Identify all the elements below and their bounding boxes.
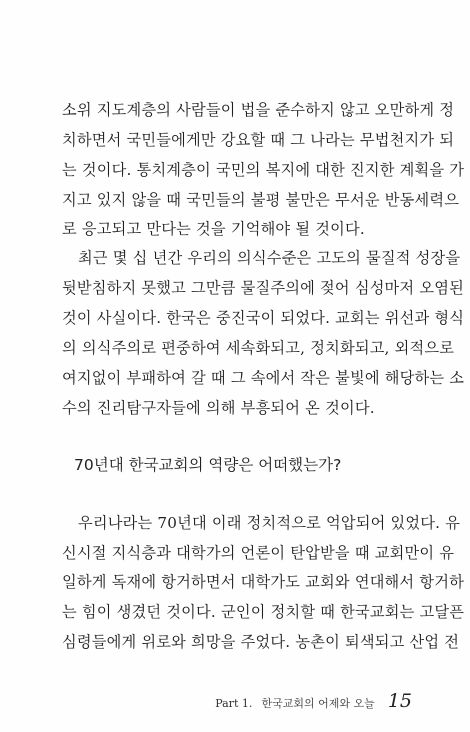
paragraph-2-line: 뒷받침하지 못했고 그만큼 물질주의에 젖어 심성마저 오염된 — [62, 279, 464, 297]
paragraph-1-line: 치하면서 국민들에게만 강요할 때 그 나라는 무법천지가 되 — [62, 131, 455, 149]
paragraph-2-line: 여지없이 부패하여 갈 때 그 속에서 작은 불빛에 해당하는 소 — [62, 369, 465, 387]
paragraph-3-line: 심령들에게 위로와 희망을 주었다. 농촌이 퇴색되고 산업 전 — [62, 633, 460, 651]
page-number: 15 — [387, 690, 412, 712]
paragraph-3-line: 우리나라는 70년대 이래 정치적으로 억압되어 있었다. 유 — [78, 514, 461, 532]
paragraph-1-line: 소위 지도계층의 사람들이 법을 준수하지 않고 오만하게 정 — [62, 101, 455, 119]
section-heading: 70년대 한국교회의 역량은 어떠했는가? — [74, 456, 342, 474]
page-footer — [215, 690, 412, 712]
paragraph-1-line: 는 것이다. 통치계층이 국민의 복지에 대한 진지한 계획을 가 — [62, 161, 465, 179]
paragraph-2-line: 의 의식주의로 편중하여 세속화되고, 정치화되고, 외적으로 — [62, 339, 455, 357]
footer-chapter-title: 한국교회의 어제와 오늘 — [261, 697, 375, 710]
paragraph-1-line: 지고 있지 않을 때 국민들의 불평 불만은 무서운 반동세력으 — [62, 191, 460, 209]
paragraph-2-line: 최근 몇 십 년간 우리의 의식수준은 고도의 물질적 성장을 — [78, 249, 461, 267]
paragraph-3-line: 는 힘이 생겼던 것이다. 군인이 정치할 때 한국교회는 고달픈 — [62, 603, 465, 621]
paragraph-1-line: 로 응고되고 만다는 것을 기억해야 될 것이다. — [62, 220, 365, 238]
paragraph-2-line: 것이 사실이다. 한국은 중진국이 되었다. 교회는 위선과 형식 — [62, 309, 465, 327]
paragraph-3-line: 일하게 독재에 항거하면서 대학가도 교회와 연대해서 항거하 — [62, 573, 464, 591]
paragraph-3-line: 신시절 지식층과 대학가의 언론이 탄압받을 때 교회만이 유 — [62, 544, 455, 562]
paragraph-2-line: 수의 진리탐구자들에 의해 부흥되어 온 것이다. — [62, 399, 375, 417]
footer-part-label: Part 1. — [215, 697, 253, 710]
